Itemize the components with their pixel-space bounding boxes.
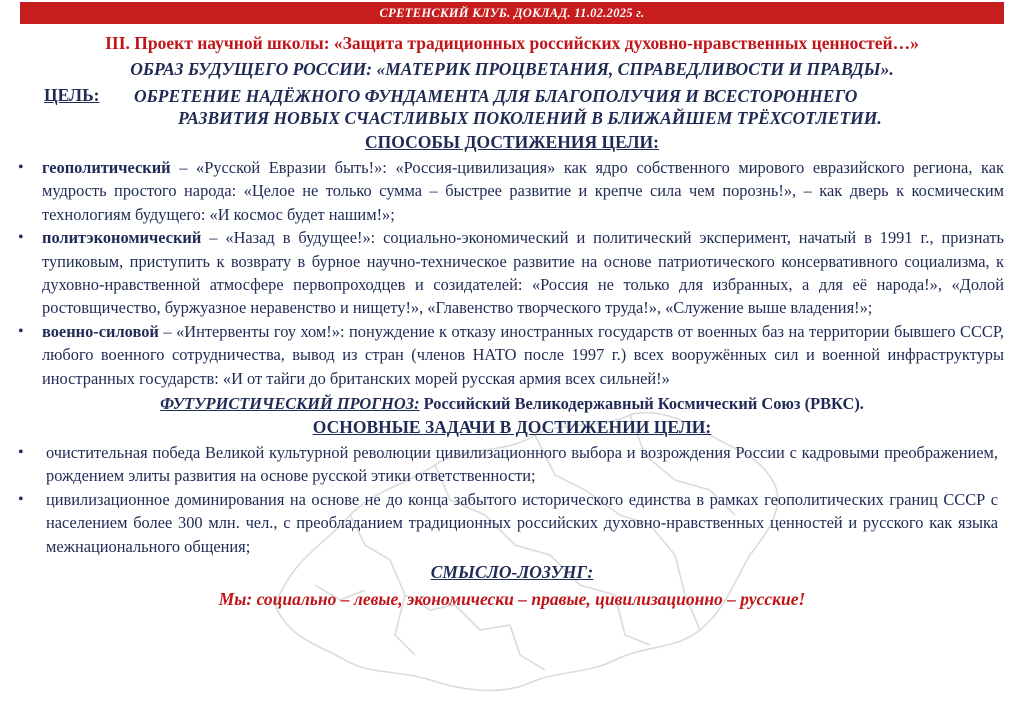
list-item: [18, 226, 1004, 320]
method-text: – «Русской Евразии быть!»: «Россия-цивилизация» как ядро собственного мирового евразийского региона, как мудрость простого народа: «Целое не только сумма – быстрее развитие и крепче сила чем порознь!», – как дверь к космическим технологиям будущего: «И космос будет нашим!»;: [42, 158, 1004, 224]
goal-line-2: РАЗВИТИЯ НОВЫХ СЧАСТЛИВЫХ ПОКОЛЕНИЙ В БЛИЖАЙШЕМ ТРЁХСОТЛЕТИИ.: [178, 108, 882, 128]
tasks-title: ОСНОВНЫЕ ЗАДАЧИ В ДОСТИЖЕНИИ ЦЕЛИ:: [312, 417, 712, 438]
methods-title: СПОСОБЫ ДОСТИЖЕНИЯ ЦЕЛИ:: [365, 132, 659, 152]
method-text: – «Назад в будущее!»: социально-экономический и политический эксперимент, начатый в 1991 г., признать тупиковым, приступить к возврату в бурное научно-техническое развитие на основе патриотического консервативного социализма, к духовно-нравственной атмосфере первопроходцев и созидателей: «Россия не только для избранных, а для её народа!», «Долой ростовщичество, буржуазное неравенство и нищету!», «Главенство творческого труда!», «Служение выше владения!»;: [42, 228, 1004, 318]
method-term: политэкономический: [42, 228, 202, 248]
header-banner: СРЕТЕНСКИЙ КЛУБ. ДОКЛАД. 11.02.2025 г.: [20, 2, 1004, 24]
future-vision: ОБРАЗ БУДУЩЕГО РОССИИ: «МАТЕРИК ПРОЦВЕТАНИЯ, СПРАВЕДЛИВОСТИ И ПРАВДЫ».: [130, 59, 894, 79]
method-term: военно-силовой: [42, 321, 159, 341]
section-title: III. Проект научной школы: «Защита традиционных российских духовно-нравственных ценностей…»: [105, 33, 919, 53]
slogan-title: СМЫСЛО-ЛОЗУНГ:: [430, 562, 594, 583]
tasks-list: [0, 441, 1024, 558]
goal-label: ЦЕЛЬ:: [44, 85, 100, 105]
list-item: [18, 320, 1004, 390]
goal-block: [0, 85, 1024, 129]
method-text: – «Интервенты гоу хом!»: понуждение к отказу иностранных государств от военных баз на территории бывшего СССР, любого военного сотрудничества, вывод из стран (членов НАТО после 1997 г.) всех вооружённых сил и военной инфраструктуры иностранных государств: «И от тайги до британских морей русская армия всех сильней!»: [42, 321, 1004, 388]
document-body: [0, 24, 1024, 610]
forecast-text: Российский Великодержавный Космический Союз (РВКС).: [419, 394, 864, 414]
method-term: геополитический: [42, 158, 171, 177]
list-item: • очистительная победа Великой культурной революции цивилизационного выбора и возрождения России с кадровыми преображением, рождением элиты развития на основе русской этики ответственности;: [18, 441, 1004, 488]
list-item: [18, 156, 1004, 226]
forecast-label: ФУТУРИСТИЧЕСКИЙ ПРОГНОЗ:: [160, 394, 420, 414]
list-item: • цивилизационное доминирования на основе не до конца забытого исторического единства в рамках геополитических границ СССР с населением более 300 млн. чел., с преобладанием традиционных российских духовно-нравственных ценностей и русского как языка межнационального общения;: [18, 488, 1004, 558]
goal-line-1: ОБРЕТЕНИЕ НАДЁЖНОГО ФУНДАМЕНТА ДЛЯ БЛАГОПОЛУЧИЯ И ВСЕСТОРОННЕГО: [134, 86, 858, 106]
forecast: [0, 394, 1024, 414]
slogan-text: Мы: социально – левые, экономически – правые, цивилизационно – русские!: [218, 589, 806, 610]
methods-list: [0, 156, 1024, 390]
